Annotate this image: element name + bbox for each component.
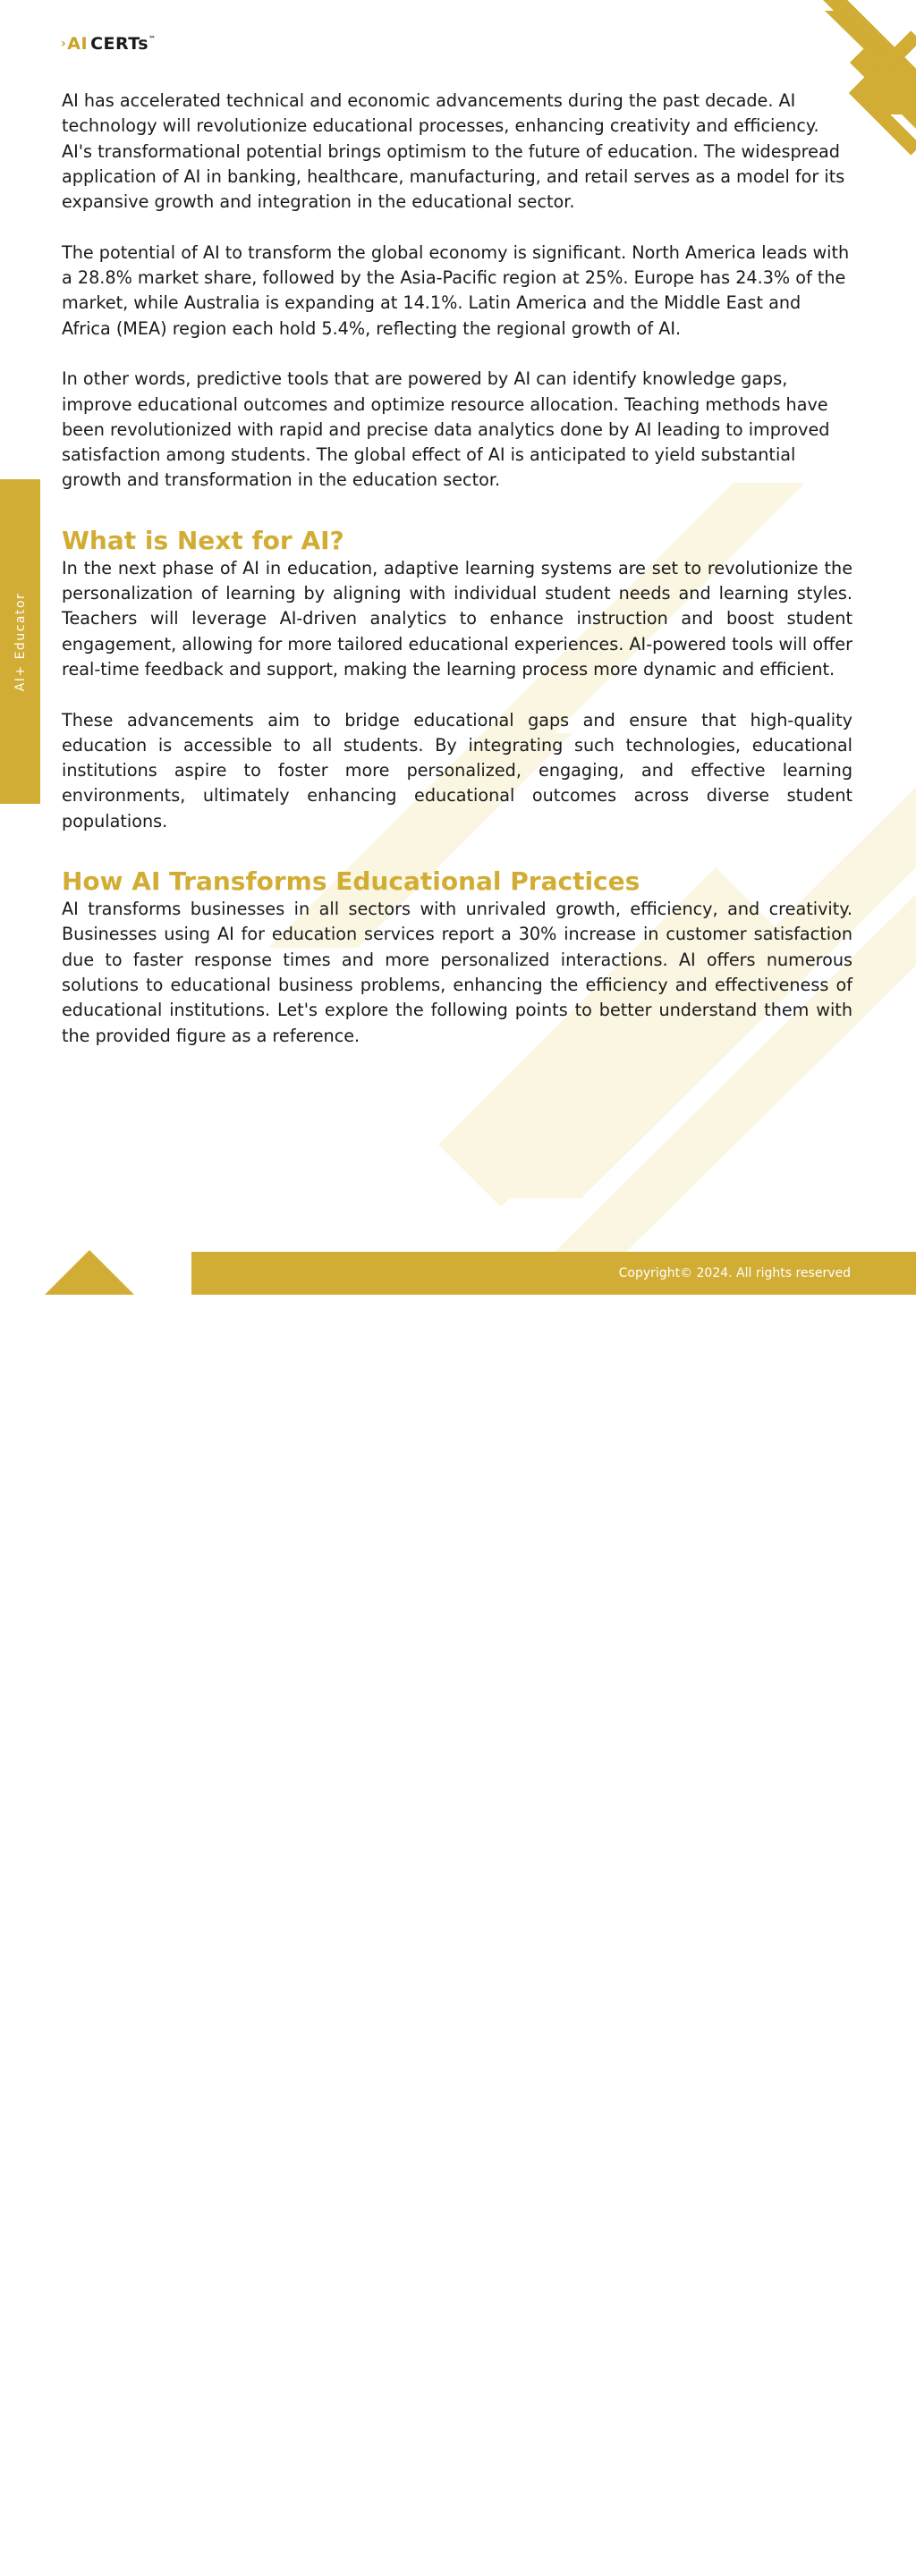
logo-trademark: ™ [148, 34, 157, 43]
logo-certs-text: CERTs [90, 34, 149, 54]
transforms-paragraph-1: AI transforms businesses in all sectors with unrivaled growth, efficiency, and creativity. Businesses using AI for education services report a 30% increase in customer satisfaction due to faster response times and more personalized interactions. AI offers numerous solutions to educational business problems, enhancing the efficiency and effectiveness of educational institutions. Let's explore the following points to better understand them with the provided figure as a reference. [62, 899, 852, 1046]
footer-bar [191, 1252, 916, 1295]
intro-paragraph-3: In other words, predictive tools that are powered by AI can identify knowledge gaps, improve educational outcomes and optimize resource allocation. Teaching methods have been revolutionized with rapid and precise data analytics done by AI leading to improved satisfaction among students. The global effect of AI is anticipated to yield substantial growth and transformation in the education sector. [62, 368, 830, 491]
intro-paragraph-2: The potential of AI to transform the global economy is significant. North America leads with a 28.8% market share, followed by the Asia-Pacific region at 25%. Europe has 24.3% of the market, while Australia is expanding at 14.1%. Latin America and the Middle East and Africa (MEA) region each hold 5.4%, reflecting the regional growth of AI. [62, 241, 850, 339]
logo-chevron-icon: › [61, 37, 67, 51]
copyright-text: Copyright© 2024. All rights reserved [618, 1266, 851, 1280]
page-content [62, 89, 852, 1074]
heading-ai-transforms: How AI Transforms Educational Practices [62, 866, 640, 897]
page-number-triangle [45, 1250, 134, 1295]
heading-whats-next: What is Next for AI? [62, 525, 344, 555]
next-paragraph-2: These advancements aim to bridge educational gaps and ensure that high-quality education is accessible to all students. By integrating such technologies, educational institutions aspire to foster more personalized, engaging, and effective learning environments, ultimately enhancing educational outcomes across diverse student populations. [62, 709, 852, 832]
intro-paragraph-1: AI has accelerated technical and economic advancements during the past decade. AI technology will revolutionize educational processes, enhancing creativity and efficiency. AI's transformational potential brings optimism to the future of education. The widespread application of AI in banking, healthcare, manufacturing, and retail serves as a model for its expansive growth and integration in the educational sector. [62, 90, 845, 213]
aicerts-logo [61, 34, 157, 54]
logo-ai-text: AI [67, 34, 89, 54]
next-paragraph-1: In the next phase of AI in education, adaptive learning systems are set to revolutionize the personalization of learning by aligning with individual student needs and learning styles. Teachers will leverage AI-driven analytics to enhance instruction and boost student engagement, allowing for more tailored educational experiences. AI-powered tools will offer real-time feedback and support, making the learning process more dynamic and efficient. [62, 557, 852, 680]
side-tab [0, 479, 40, 804]
side-tab-label: AI+ Educator [13, 592, 28, 691]
page-number-text: 3 [83, 2556, 96, 2576]
